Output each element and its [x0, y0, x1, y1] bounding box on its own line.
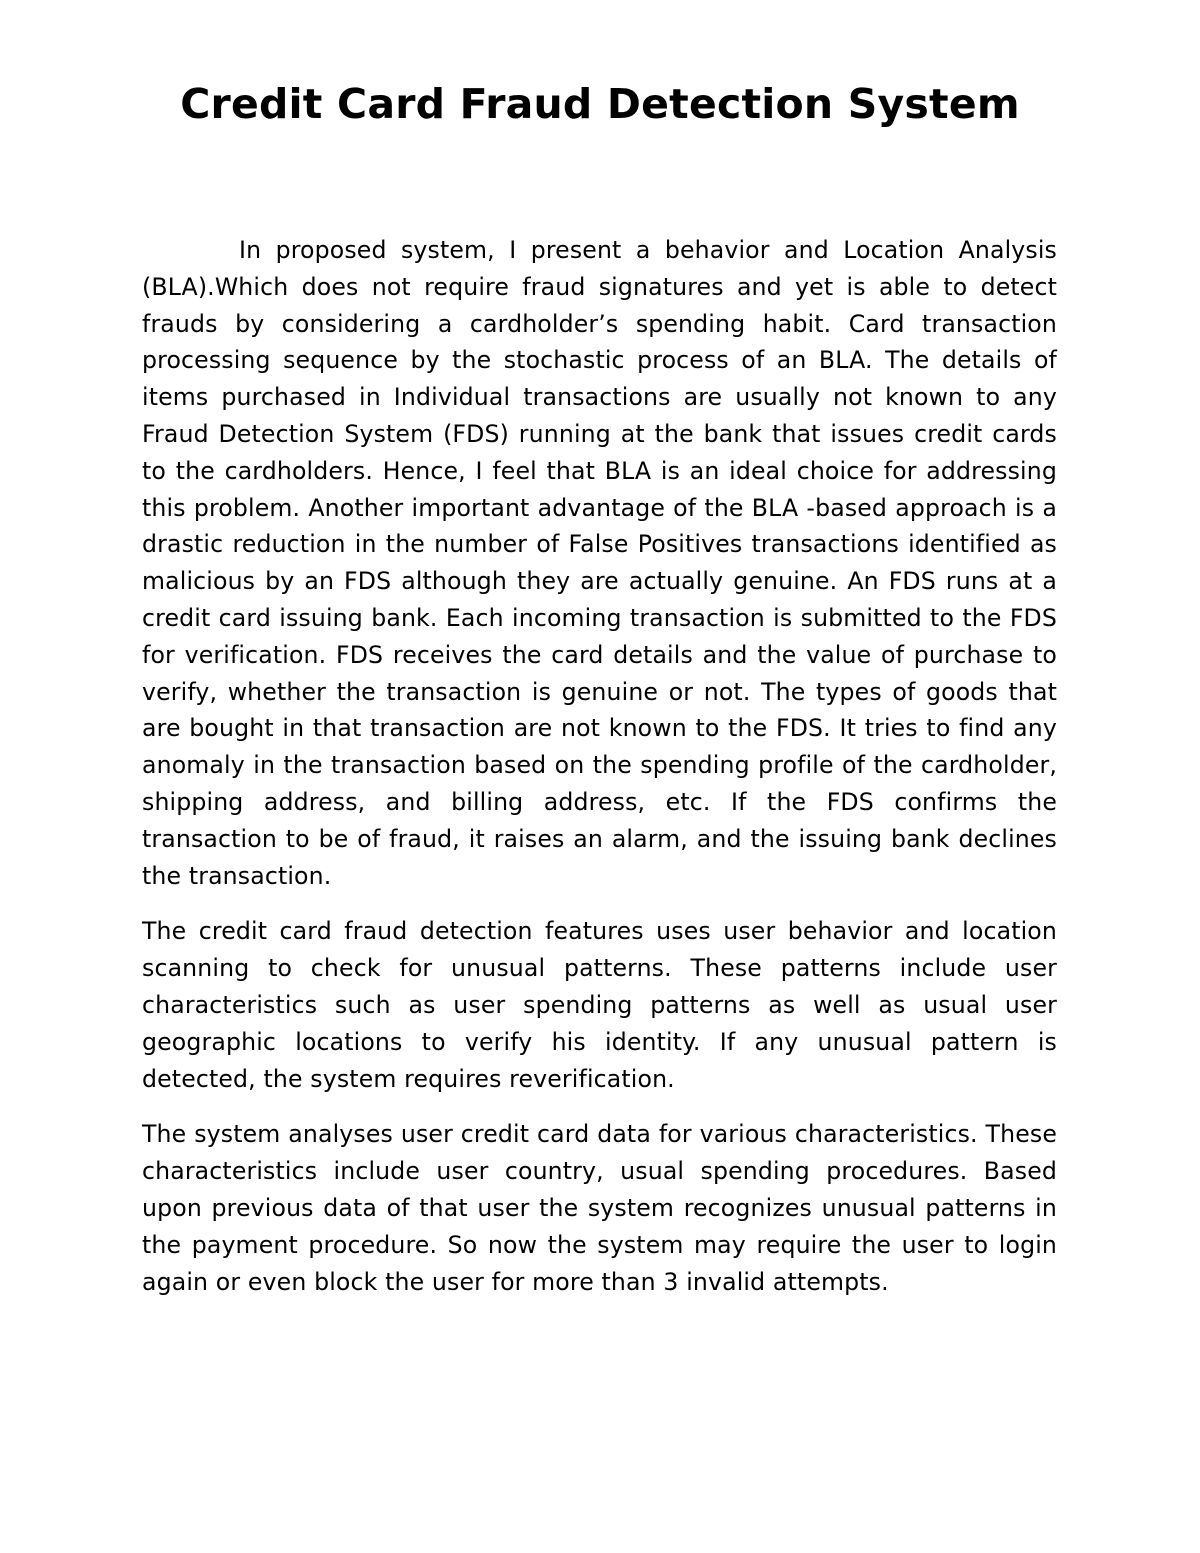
document-body: [142, 232, 1057, 1300]
paragraph-proposed-system: In proposed system, I present a behavior and Location Analysis (BLA).Which does not require fraud signatures and yet is able to detect frauds by considering a cardholder’s spending habit. Card transaction processing sequence by the stochastic process of an BLA. The details of items purchased in Individual transactions are usually not known to any Fraud Detection System (FDS) running at the bank that issues credit cards to the cardholders. Hence, I feel that BLA is an ideal choice for addressing this problem. Another important advantage of the BLA -based approach is a drastic reduction in the number of False Positives transactions identified as malicious by an FDS although they are actually genuine. An FDS runs at a credit card issuing bank. Each incoming transaction is submitted to the FDS for verification. FDS receives the card details and the value of purchase to verify, whether the transaction is genuine or not. The types of goods that are bought in that transaction are not known to the FDS. It tries to find any anomaly in the transaction based on the spending profile of the cardholder, shipping address, and billing address, etc. If the FDS confirms the transaction to be of fraud, it raises an alarm, and the issuing bank declines the transaction.: [142, 236, 1057, 890]
document-title: Credit Card Fraud Detection System: [180, 80, 1020, 128]
paragraph-system-analysis: The system analyses user credit card data for various characteristics. These characteristics include user country, usual spending procedures. Based upon previous data of that user the system recognizes unusual patterns in the payment procedure. So now the system may require the user to login again or even block the user for more than 3 invalid attempts.: [142, 1120, 1057, 1296]
paragraph-detection-features: The credit card fraud detection features uses user behavior and location scanning to check for unusual patterns. These patterns include user characteristics such as user spending patterns as well as usual user geographic locations to verify his identity. If any unusual pattern is detected, the system requires reverification.: [142, 917, 1057, 1093]
